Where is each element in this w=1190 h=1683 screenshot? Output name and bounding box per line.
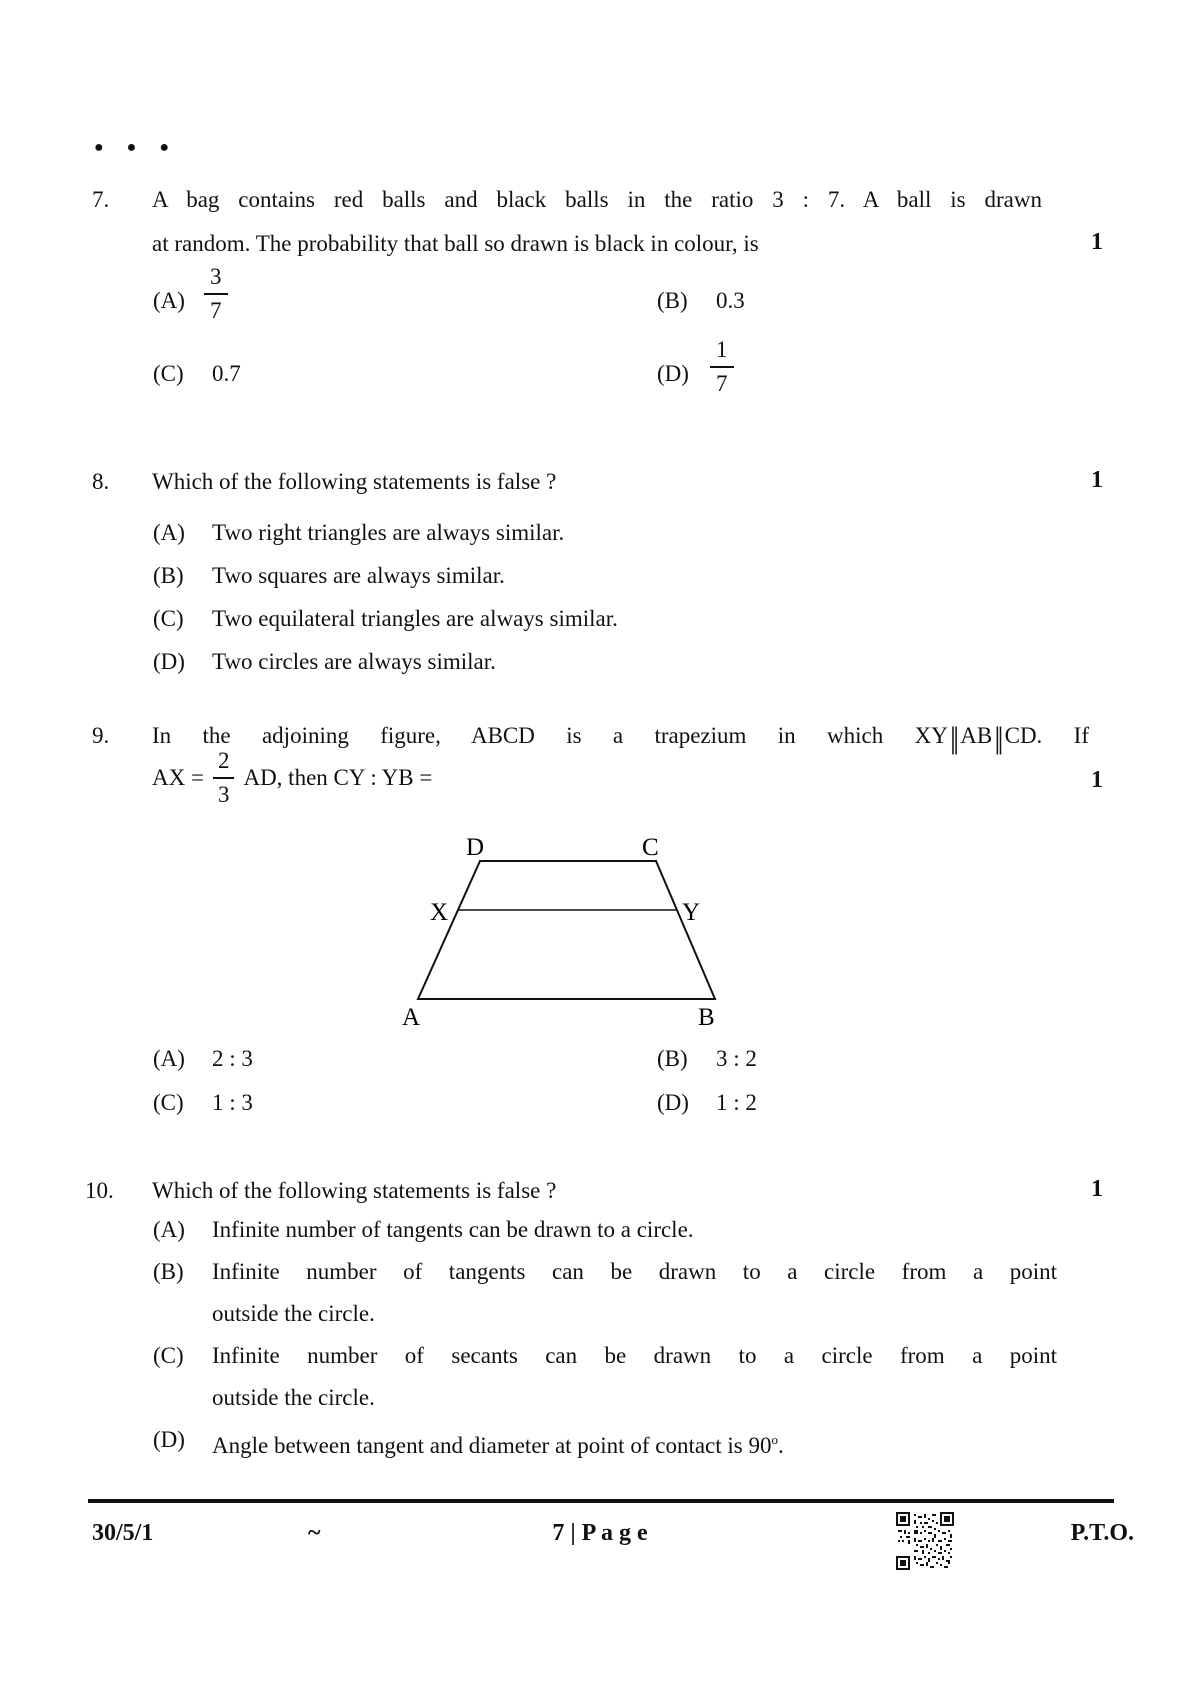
trapezium-outline: [418, 861, 715, 999]
q8-text: Which of the following statements is false ?: [152, 469, 557, 494]
point-label-y: Y: [682, 899, 701, 926]
q8-option-d-text: Two circles are always similar.: [212, 649, 496, 674]
q8-option-c-text: Two equilateral triangles are always similar.: [212, 606, 618, 631]
q10-option-c-label: (C): [153, 1343, 184, 1368]
vertex-label-a: A: [402, 1004, 421, 1030]
q10-option-d-pre: Angle between tangent and diameter at point of contact is 90: [212, 1433, 772, 1458]
q10-option-d-superscript: o: [771, 1432, 778, 1447]
q10-marks: 1: [1091, 1176, 1103, 1202]
q8-option-a-text: Two right triangles are always similar.: [212, 520, 565, 545]
q9-option-c-value: 1 : 3: [212, 1090, 253, 1115]
q7-option-d-fraction: [710, 337, 734, 398]
q7-option-b-label: (B): [657, 288, 688, 313]
q8-option-d-label: (D): [153, 649, 185, 674]
q7-number: 7.: [92, 187, 110, 212]
tilde-mark: ~: [308, 1520, 321, 1546]
page-number-label: 7 | P a g e: [552, 1520, 648, 1546]
q9-line1-segment3: CD. If: [1004, 723, 1089, 748]
q8-option-a-label: (A): [153, 520, 185, 545]
q10-option-c-line1: Infinite number of secants can be drawn to a circle from a point: [212, 1343, 1057, 1368]
paper-code: 30/5/1: [92, 1520, 154, 1546]
q7-text-line1: A bag contains red balls and black balls in the ratio 3 : 7. A ball is drawn: [152, 187, 1042, 212]
q9-line1-segment2: AB: [960, 723, 993, 748]
qr-code: [896, 1512, 954, 1570]
q7-option-c-label: (C): [153, 361, 184, 386]
q9-option-d-label: (D): [657, 1090, 689, 1115]
q10-option-a-text: Infinite number of tangents can be drawn to a circle.: [212, 1217, 694, 1242]
q8-number: 8.: [92, 469, 110, 494]
q9-option-b-label: (B): [657, 1046, 688, 1071]
q9-marks: 1: [1091, 767, 1103, 793]
q10-text: Which of the following statements is false ?: [152, 1178, 557, 1203]
q7-option-d-label: (D): [657, 361, 689, 386]
q10-option-d-post: .: [777, 1433, 784, 1458]
footer-rule: [88, 1499, 1114, 1503]
q7-option-a-denominator: 7: [210, 298, 222, 324]
q10-option-c-line2: outside the circle.: [212, 1385, 375, 1410]
q7-text-line2: at random. The probability that ball so drawn is black in colour, is: [152, 231, 759, 256]
q8-option-b-text: Two squares are always similar.: [212, 563, 505, 588]
q8-marks: 1: [1091, 467, 1103, 493]
vertex-label-b: B: [698, 1004, 715, 1030]
q9-text-line2: [152, 748, 432, 809]
q9-fraction-denominator: 3: [217, 782, 230, 808]
ellipsis-dots: ●●●: [94, 139, 192, 156]
q10-option-a-label: (A): [153, 1217, 185, 1242]
q9-line2-pre: AX =: [152, 765, 204, 791]
q7-option-a-fraction: [204, 264, 228, 325]
vertex-label-c: C: [642, 834, 659, 861]
q9-option-d-value: 1 : 2: [716, 1090, 757, 1115]
parallel-symbol: ||: [994, 720, 1001, 755]
q7-option-c-value: 0.7: [212, 361, 241, 386]
q7-option-b-value: 0.3: [716, 288, 745, 313]
q9-option-b-value: 3 : 2: [716, 1046, 757, 1071]
q10-option-b-label: (B): [153, 1259, 184, 1284]
pto-label: P.T.O.: [1070, 1520, 1134, 1546]
q9-option-a-value: 2 : 3: [212, 1046, 253, 1071]
q7-option-d-denominator: 7: [716, 371, 728, 397]
q10-option-b-line2: outside the circle.: [212, 1301, 375, 1326]
q7-option-d-numerator: 1: [710, 337, 734, 368]
trapezium-figure: [400, 825, 730, 1030]
q10-option-d-label: (D): [153, 1427, 185, 1452]
q8-option-b-label: (B): [153, 563, 184, 588]
q7-option-a-numerator: 3: [204, 264, 228, 295]
point-label-x: X: [430, 899, 449, 926]
vertex-label-d: D: [466, 834, 485, 861]
q10-option-b-line1: Infinite number of tangents can be drawn to a circle from a point: [212, 1259, 1057, 1284]
q9-line1-segment1: In the adjoining figure, ABCD is a trapezium in which XY: [152, 723, 948, 748]
q9-number: 9.: [92, 723, 110, 748]
q9-fraction-numerator: 2: [213, 748, 235, 779]
q7-marks: 1: [1091, 229, 1103, 255]
q10-option-d-text: [212, 1425, 784, 1461]
q9-option-a-label: (A): [153, 1046, 185, 1071]
q9-option-c-label: (C): [153, 1090, 184, 1115]
q8-option-c-label: (C): [153, 606, 184, 631]
q9-line2-post: AD, then CY : YB =: [243, 765, 433, 791]
q10-number: 10.: [85, 1178, 114, 1203]
parallel-symbol: ||: [949, 720, 957, 755]
q9-fraction: [213, 748, 235, 809]
q7-option-a-label: (A): [153, 288, 185, 313]
